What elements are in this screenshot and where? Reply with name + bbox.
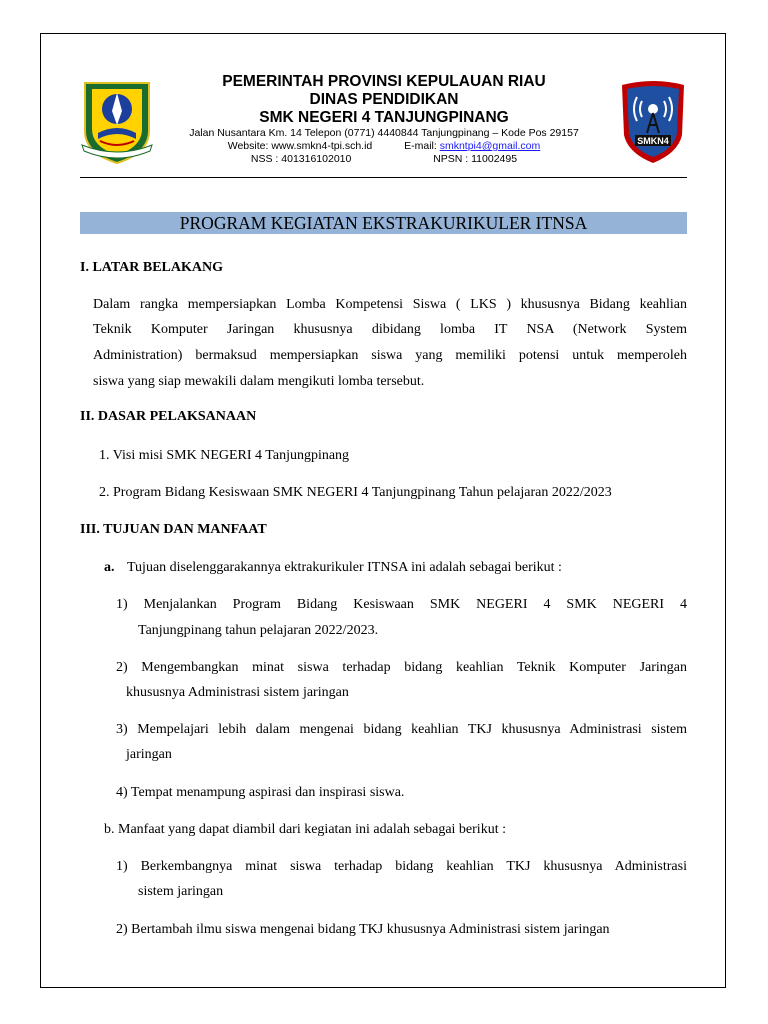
b-item-1-line-2: sistem jaringan: [138, 884, 224, 899]
section-2-item-1: 1. Visi misi SMK NEGERI 4 Tanjungpinang: [99, 448, 350, 463]
section-1-line-4: siswa yang siap mewakili dalam mengikuti lomba tersebut.: [93, 374, 425, 389]
npsn-text: NPSN : 11002495: [433, 153, 518, 165]
section-1-line-3: Administration) bermaksud mempersiapkan siswa yang memiliki potensi untuk memperoleh: [93, 348, 687, 363]
provincial-emblem-logo: [80, 79, 154, 165]
subsection-a-label: a.: [104, 560, 115, 575]
nss-text: NSS : 401316102010: [250, 153, 352, 165]
header-divider: [80, 177, 687, 178]
letterhead-line-1: PEMERINTAH PROVINSI KEPULAUAN RIAU: [222, 73, 546, 90]
section-2-heading: II. DASAR PELAKSANAAN: [80, 409, 257, 424]
section-1-line-2: Teknik Komputer Jaringan khususnya dibidang lomba IT NSA (Network System: [93, 322, 687, 337]
a-item-4: 4) Tempat menampung aspirasi dan inspirasi siswa.: [116, 785, 405, 800]
smkn4-school-logo: [618, 79, 688, 165]
website-text: Website: www.smkn4-tpi.sch.id: [227, 140, 373, 152]
b-item-1-line-1: 1) Berkembangnya minat siswa terhadap bidang keahlian TKJ khususnya Administrasi: [116, 859, 687, 874]
section-2-item-2: 2. Program Bidang Kesiswaan SMK NEGERI 4 Tanjungpinang Tahun pelajaran 2022/2023: [99, 485, 612, 500]
letterhead-school-name: SMK NEGERI 4 TANJUNGPINANG: [259, 109, 509, 126]
letterhead: [160, 73, 608, 166]
a-item-3-line-1: 3) Mempelajari lebih dalam mengenai bidang keahlian TKJ khususnya Administrasi sistem: [116, 722, 687, 737]
section-1-heading: I. LATAR BELAKANG: [80, 260, 224, 275]
a-item-2-line-2: khususnya Administrasi sistem jaringan: [126, 685, 349, 700]
subsection-a-text: Tujuan diselenggarakannya ektrakurikuler ITNSA ini adalah sebagai berikut :: [127, 560, 562, 575]
subsection-b-text: b. Manfaat yang dapat diambil dari kegiatan ini adalah sebagai berikut :: [104, 822, 506, 837]
letterhead-ids: [160, 153, 608, 166]
email-label: E-mail:: [404, 140, 437, 152]
logo-right-text: SMKN4: [637, 136, 669, 146]
a-item-3-line-2: jaringan: [126, 747, 172, 762]
a-item-2-line-1: 2) Mengembangkan minat siswa terhadap bidang keahlian Teknik Komputer Jaringan: [116, 660, 687, 675]
a-item-1-line-2: Tanjungpinang tahun pelajaran 2022/2023.: [138, 623, 379, 638]
letterhead-line-2: DINAS PENDIDIKAN: [309, 91, 459, 108]
email-link[interactable]: smkntpi4@gmail.com: [439, 140, 541, 152]
letterhead-contact: [160, 140, 608, 153]
b-item-2: 2) Bertambah ilmu siswa mengenai bidang TKJ khususnya Administrasi sistem jaringan: [116, 922, 610, 937]
document-title: PROGRAM KEGIATAN EKSTRAKURIKULER ITNSA: [80, 212, 687, 234]
section-1-line-1: Dalam rangka mempersiapkan Lomba Kompetensi Siswa ( LKS ) khususnya Bidang keahlian: [93, 297, 687, 312]
section-3-heading: III. TUJUAN DAN MANFAAT: [80, 522, 267, 537]
letterhead-address: Jalan Nusantara Km. 14 Telepon (0771) 4440844 Tanjungpinang – Kode Pos 29157: [189, 127, 579, 139]
a-item-1-line-1: 1) Menjalankan Program Bidang Kesiswaan SMK NEGERI 4 SMK NEGERI 4: [116, 597, 687, 612]
